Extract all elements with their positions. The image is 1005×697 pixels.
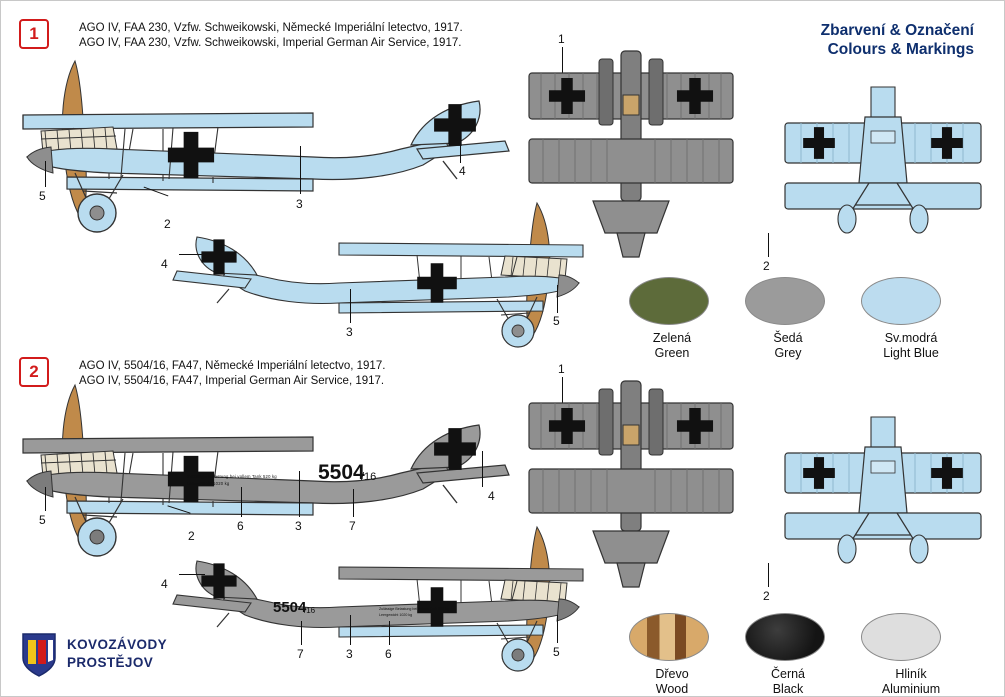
callout-1-front-2: 2 [763, 259, 770, 273]
leader-line [768, 563, 769, 587]
callout-2-6: 6 [237, 519, 244, 533]
leader-line [353, 489, 354, 517]
scheme-2-front-view [783, 417, 983, 577]
brand-name-line2: PROSTĚJOV [67, 655, 154, 670]
scheme-2b-serial: 5504 [273, 599, 307, 616]
scheme-2-serial-suffix: /16 [361, 471, 377, 483]
swatch-black-label-cz: Černá [770, 667, 806, 681]
callout-2-front-2: 2 [763, 589, 770, 603]
callout-2b-7: 7 [297, 647, 304, 661]
callout-1-4: 4 [459, 164, 466, 178]
swatch-aluminium-label-en: Aluminium [881, 682, 941, 696]
brand-shield-icon [19, 632, 59, 678]
callout-2b-6: 6 [385, 647, 392, 661]
colour-swatches-top [629, 277, 979, 361]
scheme-2-top-view [521, 371, 741, 601]
scheme-2b-serial-suffix: /16 [304, 606, 316, 615]
swatch-grey-chip [745, 277, 825, 325]
leader-line [301, 621, 302, 645]
scheme-2-badge: 2 [19, 357, 49, 387]
page-title-cz: Zbarvení & Označení [820, 22, 974, 39]
scheme-1-front-view [783, 87, 983, 247]
scheme-2b-stencil-line2: Leergewicht 1020 kg [379, 613, 413, 617]
scheme-2-caption-cz: AGO IV, 5504/16, FA47, Německé Imperiální letectvo, 1917. [79, 360, 386, 372]
callout-2-4: 4 [488, 489, 495, 503]
scheme-2b-stencil-line1: Zulässige Belastung bei vollem Tank 520 kg [379, 607, 449, 611]
swatch-light-blue-chip [861, 277, 941, 325]
callout-1-2: 2 [164, 217, 171, 231]
swatch-wood-chip [629, 613, 709, 661]
callout-2-3: 3 [295, 519, 302, 533]
callout-2-7: 7 [349, 519, 356, 533]
colour-swatches-bottom [629, 613, 979, 697]
swatch-grey [745, 277, 831, 361]
swatch-light-blue [861, 277, 961, 361]
callout-1b-3: 3 [346, 325, 353, 339]
leader-line [482, 451, 483, 487]
brand-name-line1: KOVOZÁVODY [67, 637, 168, 652]
callout-1-top-1: 1 [558, 32, 565, 46]
leader-line [350, 615, 351, 645]
brand-logo [19, 630, 209, 680]
swatch-wood [629, 613, 715, 697]
swatch-black [745, 613, 831, 697]
callout-1b-4: 4 [161, 257, 168, 271]
swatch-aluminium [861, 613, 961, 697]
leader-line [557, 615, 558, 643]
scheme-2-serial: 5504 [318, 461, 365, 484]
leader-line [389, 621, 390, 645]
callout-1-5: 5 [39, 189, 46, 203]
page-title-en: Colours & Markings [827, 41, 974, 58]
leader-line [241, 487, 242, 517]
swatch-green-label-cz: Zelená [652, 331, 692, 345]
callout-2-5: 5 [39, 513, 46, 527]
swatch-black-label-en: Black [772, 682, 804, 696]
leader-line [299, 471, 300, 517]
callout-2b-3: 3 [346, 647, 353, 661]
scheme-1-badge: 1 [19, 19, 49, 49]
scheme-2-stencil-line2: Leergewicht 1020 kg [187, 481, 230, 486]
leader-line [768, 233, 769, 257]
swatch-black-chip [745, 613, 825, 661]
swatch-light-blue-label-cz: Sv.modrá [884, 331, 938, 345]
swatch-grey-label-cz: Šedá [773, 331, 803, 345]
leader-line [179, 254, 205, 255]
swatch-green-label-en: Green [654, 346, 690, 360]
swatch-wood-label-cz: Dřevo [655, 667, 689, 681]
leader-line [300, 146, 301, 194]
callout-1b-5: 5 [553, 314, 560, 328]
callout-2-2: 2 [188, 529, 195, 543]
scheme-2-stencil-line1: Zulässige Belastung bei vollem Tank 520 kg [187, 474, 277, 479]
swatch-aluminium-chip [861, 613, 941, 661]
leader-line [179, 574, 205, 575]
swatch-green-chip [629, 277, 709, 325]
scheme-1-top-view [521, 41, 741, 271]
leader-line [350, 289, 351, 323]
callout-2b-4: 4 [161, 577, 168, 591]
leader-line [557, 285, 558, 313]
swatch-grey-label-en: Grey [774, 346, 802, 360]
callout-2b-5: 5 [553, 645, 560, 659]
scheme-2-caption-en: AGO IV, 5504/16, FA47, Imperial German Air Service, 1917. [79, 375, 385, 387]
leader-line [45, 161, 46, 187]
callout-1-3: 3 [296, 197, 303, 211]
swatch-green [629, 277, 715, 361]
swatch-aluminium-label-cz: Hliník [895, 667, 927, 681]
swatch-light-blue-label-en: Light Blue [883, 346, 939, 360]
callout-2-top-1: 1 [558, 362, 565, 376]
scheme-1-caption-cz: AGO IV, FAA 230, Vzfw. Schweikowski, Německé Imperiální letectvo, 1917. [79, 22, 463, 34]
leader-line [460, 123, 461, 163]
leader-line [45, 487, 46, 511]
scheme-1-caption-en: AGO IV, FAA 230, Vzfw. Schweikowski, Imperial German Air Service, 1917. [79, 37, 462, 49]
swatch-wood-label-en: Wood [655, 682, 689, 696]
